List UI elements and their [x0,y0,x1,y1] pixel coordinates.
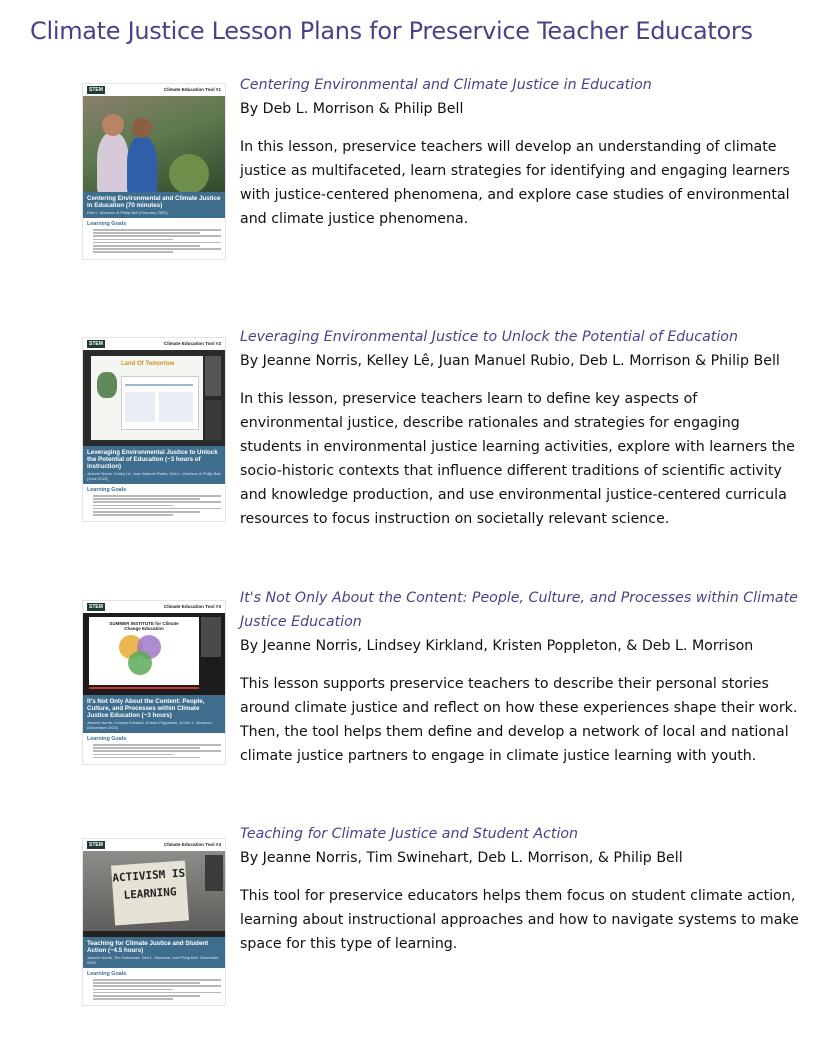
thumbnail-title-band: It's Not Only About the Content: People, Culture, and Processes within Climate Justice Education (~3 hours) Jeanne Norris, Lindsey Kirkland, Kristen Poppleton, & Deb L. Morrison (December 2022) [83,695,225,733]
lesson-thumbnail[interactable] [82,83,226,260]
lesson-authors: By Deb L. Morrison & Philip Bell [240,101,464,117]
stem-logo: STEM [89,842,103,848]
lesson-thumbnail[interactable] [82,838,226,1006]
lesson-description: This tool for preservice educators helps them focus on student climate action, learning about instructional approaches and how to navigate systems to make space for this type of learning. [240,888,799,952]
lesson-thumbnail[interactable] [82,600,226,765]
lesson-authors: By Jeanne Norris, Kelley Lê, Juan Manuel Rubio, Deb L. Morrison & Philip Bell [240,353,780,369]
thumbnail-title-band: Centering Environmental and Climate Justice in Education (70 minutes) Deb L. Morrison & Philip Bell (February 2022) [83,192,225,218]
slide-heading: SUMMER INSTITUTE for Climate Change Education [109,621,179,631]
stem-logo: STEM [89,341,103,347]
stem-logo: STEM [89,87,103,93]
lesson-description: In this lesson, preservice teachers learn to define key aspects of environmental justice, describe rationales and strategies for engaging students in environmental justice learning activities, explore with learners the socio-historic contexts that influence different traditions of scientific activity and knowledge production, and use environmental justice-centered curricula resources to focus instruction on societally relevant science. [240,391,795,527]
lesson-text [240,586,800,768]
lesson-description: This lesson supports preservice teachers to describe their personal stories around climate justice and reflect on how these experiences shape their work. Then, the tool helps them define and develop a network of local and national climate justice partners to engage in climate justice learning with youth. [240,676,798,764]
tool-label: Climate Education Tool #2 [163,341,221,346]
tool-label: Climate Education Tool #4 [163,842,221,847]
thumbnail-title-band: Leveraging Environmental Justice to Unlock the Potential of Education (~3 hours of instruction) Jeanne Norris, Kelley Lê, Juan Manuel Rubio, Deb L. Morrison & Philip Bell (June 2022) [83,446,225,484]
lesson-title-link[interactable]: Teaching for Climate Justice and Student Action [240,826,579,842]
video-call-slide [83,350,225,446]
lesson-authors: By Jeanne Norris, Lindsey Kirkland, Kristen Poppleton, & Deb L. Morrison [240,638,754,654]
lesson-text [240,73,800,231]
learning-goals: Learning Goals [83,733,225,764]
lesson-authors: By Jeanne Norris, Tim Swinehart, Deb L. Morrison, & Philip Bell [240,850,683,866]
lesson-title-link[interactable]: Leveraging Environmental Justice to Unlock the Potential of Education [240,329,738,345]
stem-logo: STEM [89,604,103,610]
venn-diagram-slide [83,613,225,695]
protest-sign: ACTIVISM IS LEARNING [111,860,189,925]
slide-heading: Land Of Tomorrow [121,361,175,367]
tool-label: Climate Education Tool #3 [163,604,221,609]
lesson-text [240,325,800,531]
thumbnail-title-band: Teaching for Climate Justice and Student Action (~4.5 hours) Jeanne Norris, Tim Swinehart, Deb L. Morrison, and Philip Bell. December 2022 [83,937,225,968]
learning-goals: Learning Goals [83,218,225,259]
learning-goals: Learning Goals [83,484,225,521]
lesson-title-link[interactable]: Centering Environmental and Climate Justice in Education [240,77,652,93]
lesson-description: In this lesson, preservice teachers will develop an understanding of climate justice as multifaceted, learn strategies for identifying and engaging learners with justice-centered phenomena, and explore case studies of environmental and climate justice phenomena. [240,139,790,227]
tool-label: Climate Education Tool #1 [163,87,221,92]
children-gardening-photo [83,96,225,192]
lesson-title-link[interactable]: It's Not Only About the Content: People, Culture, and Processes within Climate Justice Education [240,590,798,630]
page-title: Climate Justice Lesson Plans for Preservice Teacher Educators [30,17,753,45]
activism-sign-photo [83,851,225,937]
lesson-text [240,822,800,956]
lesson-thumbnail[interactable] [82,337,226,522]
learning-goals: Learning Goals [83,968,225,1005]
